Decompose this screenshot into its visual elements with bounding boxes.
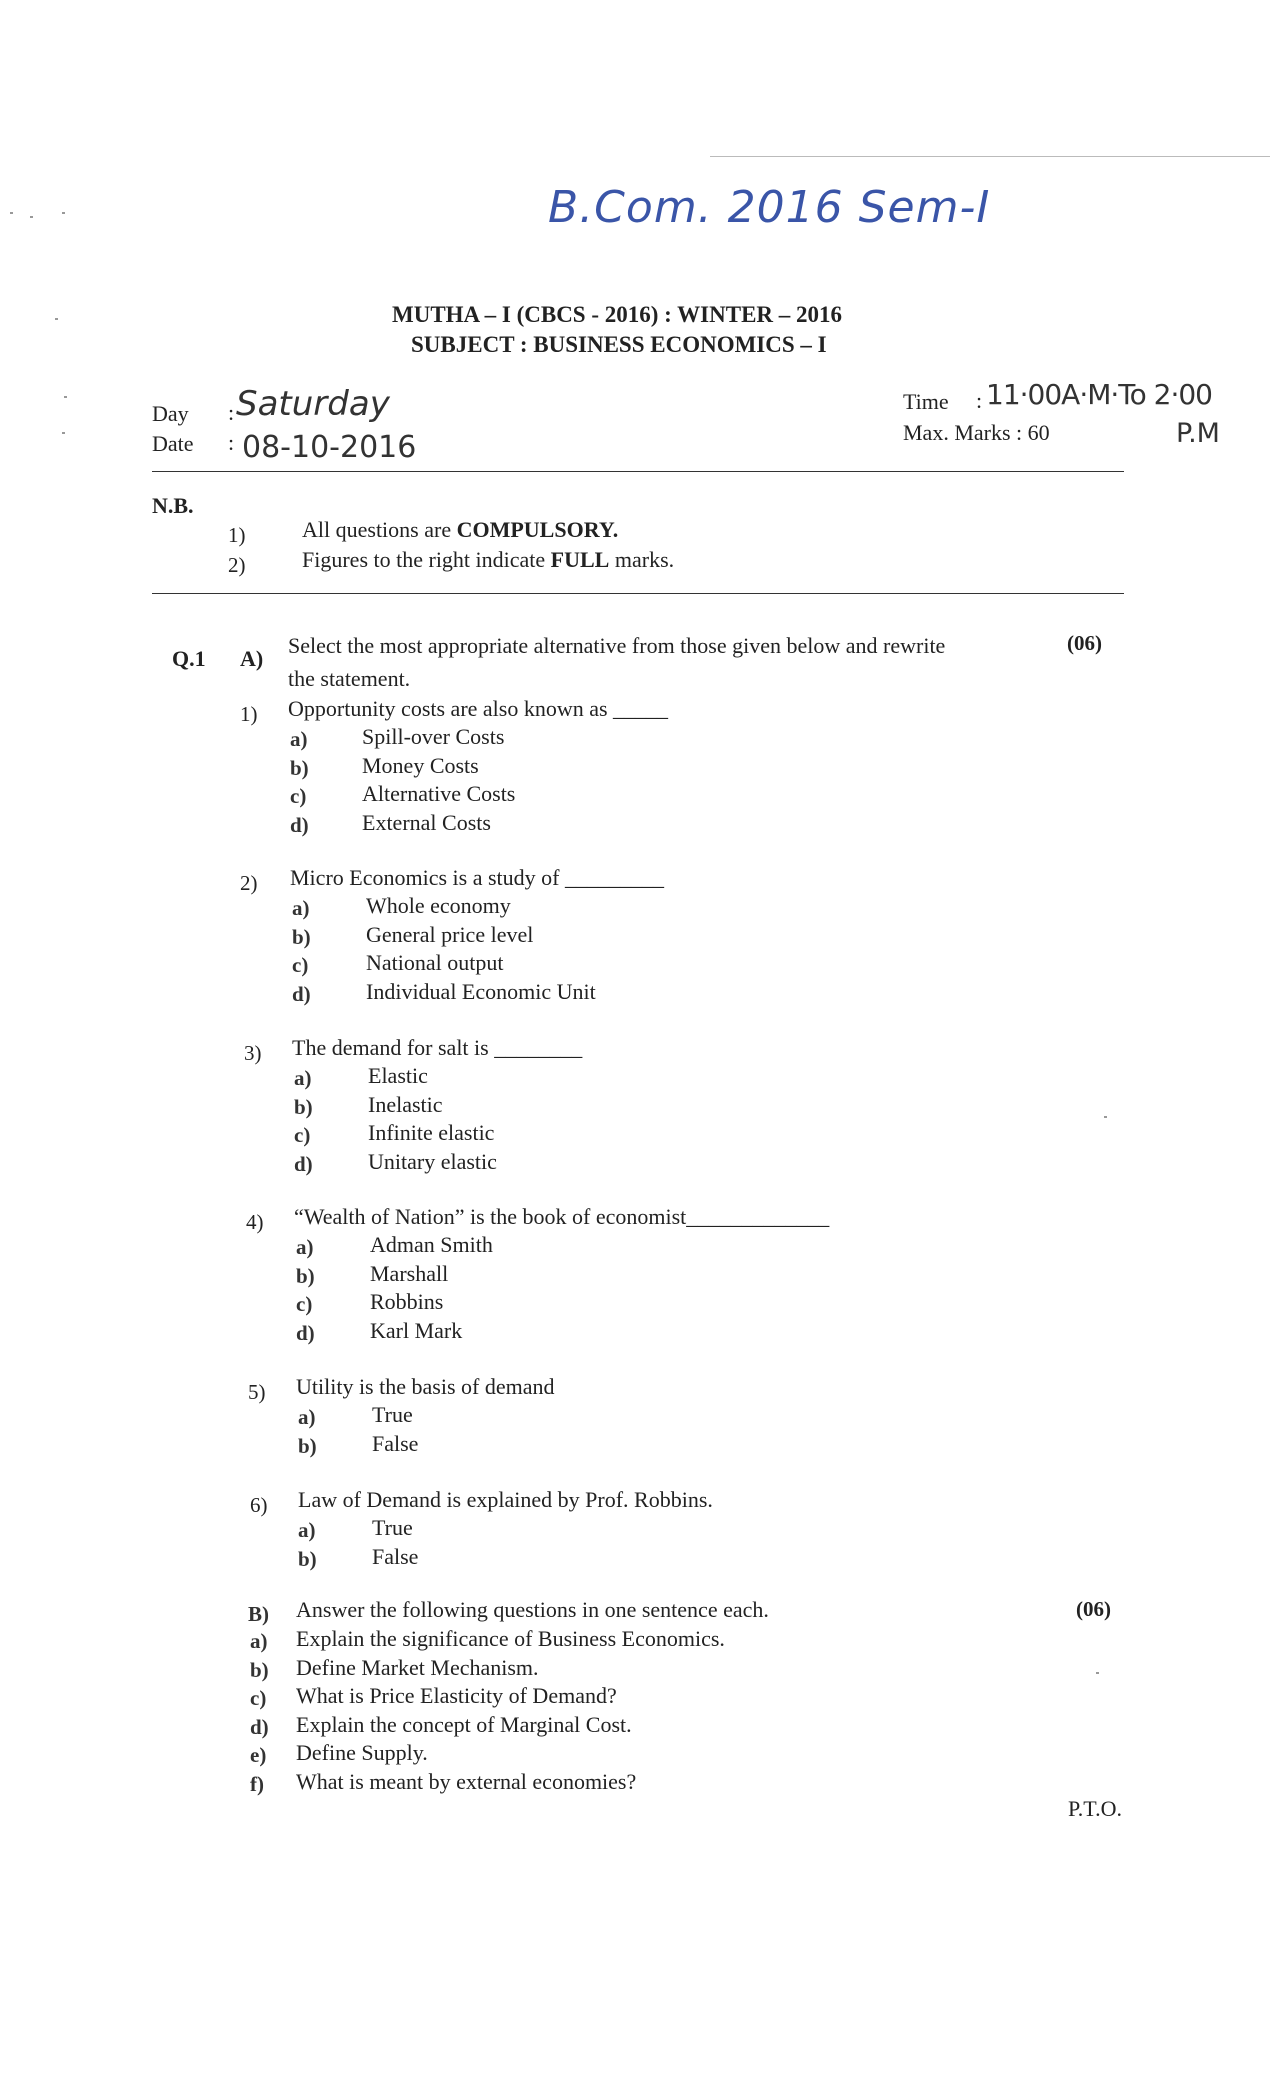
option-letter: a) [298,1405,316,1429]
max-marks: Max. Marks : 60 [903,420,1050,445]
nb-item: All questions are COMPULSORY. [302,517,619,542]
nb-label: N.B. [152,493,194,518]
scan-speck [10,212,13,214]
question-text: “Wealth of Nation” is the book of economist_____________ [294,1204,830,1229]
part-b-item-letter: b) [250,1657,269,1682]
option-text: National output [366,950,504,976]
question-label: Q.1 [172,646,206,671]
option-text: Money Costs [362,752,479,778]
option-text: Marshall [370,1260,449,1286]
part-b-item-letter: d) [250,1714,269,1739]
option-letter: b) [292,924,311,949]
part-a-letter: A) [240,646,264,671]
option-letter: a) [294,1066,312,1090]
part-b-item-text: What is meant by external economies? [296,1769,637,1794]
time-label: Time [903,389,949,414]
nb-item-number: 2) [228,553,246,577]
option-letter: c) [290,784,307,809]
option-text: Adman Smith [370,1232,493,1257]
part-b-item-text: What is Price Elasticity of Demand? [296,1683,617,1709]
question-number: 4) [246,1210,264,1234]
part-b-item-text: Define Market Mechanism. [296,1654,539,1680]
part-b-item-letter: e) [250,1743,267,1768]
option-text: Robbins [370,1289,444,1315]
day-colon: : [228,400,235,425]
date-colon: : [228,430,235,455]
option-letter: b) [298,1546,317,1571]
handwritten-time-pm: P.M [1176,418,1220,449]
exam-subject: SUBJECT : BUSINESS ECONOMICS – I [411,332,827,357]
date-label: Date [152,431,194,456]
part-b-item-letter: c) [250,1686,267,1711]
scan-speck [64,396,67,398]
option-text: True [372,1515,413,1540]
option-letter: c) [294,1123,311,1148]
scan-speck [55,318,58,320]
option-text: False [372,1430,419,1456]
option-text: True [372,1402,413,1427]
option-letter: d) [292,981,311,1006]
option-letter: a) [296,1235,314,1259]
option-letter: d) [290,812,309,837]
option-text: Individual Economic Unit [366,978,596,1004]
time-colon: : [976,388,983,413]
part-b-item-text: Define Supply. [296,1740,428,1766]
nb-item-number: 1) [228,523,246,547]
handwritten-course: B.Com. 2016 Sem-I [548,182,991,233]
option-text: External Costs [362,809,491,835]
question-number: 3) [244,1041,262,1065]
question-number: 1) [240,702,258,726]
question-text: Micro Economics is a study of _________ [290,865,664,890]
option-letter: b) [294,1094,313,1119]
question-text: The demand for salt is ________ [292,1035,583,1060]
handwritten-time: 11·00A·M·To 2·00 [986,378,1212,411]
option-text: Inelastic [368,1091,443,1117]
option-letter: b) [296,1263,315,1288]
option-letter: a) [290,727,308,751]
scan-speck [1096,1672,1099,1674]
option-text: Karl Mark [370,1317,463,1343]
option-letter: c) [296,1292,313,1317]
option-letter: a) [298,1518,316,1542]
scan-edge-line [710,156,1270,157]
part-b-item-text: Explain the significance of Business Economics. [296,1626,725,1651]
option-text: General price level [366,921,534,947]
option-text: Unitary elastic [368,1148,497,1174]
scan-speck [62,212,65,214]
part-b-instruction: Answer the following questions in one sentence each. [296,1597,769,1622]
part-a-instruction: Select the most appropriate alternative from those given below and rewrite [288,633,946,658]
option-text: Spill-over Costs [362,724,505,749]
part-a-instruction-cont: the statement. [288,666,411,691]
handwritten-day: Saturday [236,384,390,424]
part-a-marks: (06) [1067,631,1102,655]
question-number: 2) [240,871,258,895]
day-label: Day [152,401,189,426]
option-letter: d) [296,1320,315,1345]
question-text: Opportunity costs are also known as _____ [288,696,669,721]
option-letter: a) [292,896,310,920]
scan-speck [62,432,65,434]
option-text: Whole economy [366,893,511,918]
nb-divider [152,593,1124,594]
option-text: Alternative Costs [362,781,516,807]
option-letter: b) [298,1433,317,1458]
option-letter: c) [292,953,309,978]
scan-speck [1104,1116,1107,1118]
scan-speck [30,216,33,218]
question-text: Law of Demand is explained by Prof. Robbins. [298,1487,713,1512]
handwritten-date: 08-10-2016 [242,430,417,465]
nb-item: Figures to the right indicate FULL marks. [302,547,675,572]
part-b-item-letter: a) [250,1629,268,1653]
option-text: False [372,1543,419,1569]
option-text: Infinite elastic [368,1120,495,1146]
question-text: Utility is the basis of demand [296,1374,555,1399]
option-letter: b) [290,755,309,780]
part-b-marks: (06) [1076,1597,1111,1621]
header-divider [152,471,1124,472]
question-number: 6) [250,1493,268,1517]
pto-text: P.T.O. [1068,1796,1122,1821]
option-letter: d) [294,1151,313,1176]
part-b-item-text: Explain the concept of Marginal Cost. [296,1711,632,1737]
exam-title: MUTHA – I (CBCS - 2016) : WINTER – 2016 [392,302,843,327]
option-text: Elastic [368,1063,428,1088]
part-b-item-letter: f) [250,1772,264,1796]
question-number: 5) [248,1380,266,1404]
part-b-letter: B) [248,1602,269,1626]
